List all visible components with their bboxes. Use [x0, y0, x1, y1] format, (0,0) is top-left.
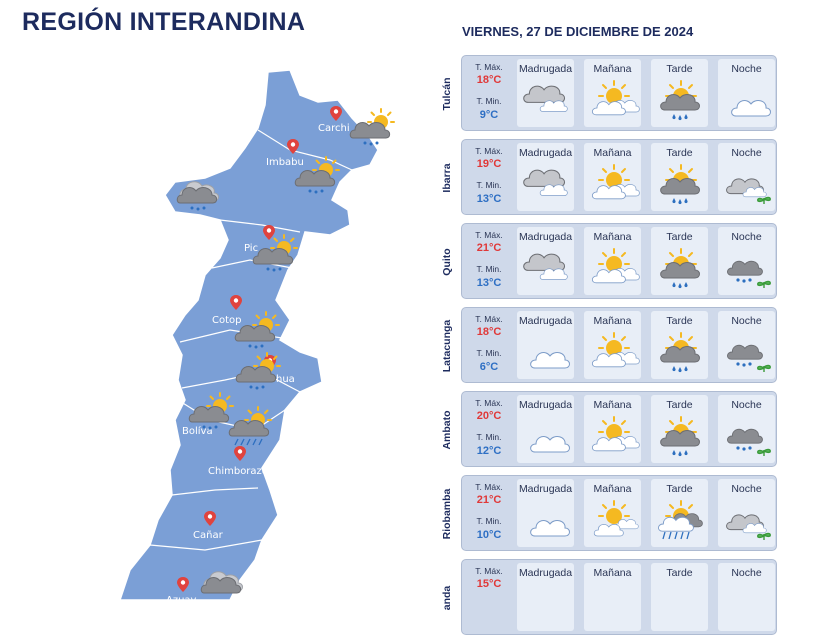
period-panel — [718, 563, 775, 631]
temperature-block — [466, 479, 512, 549]
city-name — [437, 223, 457, 301]
temperature-block — [466, 395, 512, 465]
period-label: Mañana — [593, 63, 632, 75]
period-label: Noche — [731, 399, 762, 411]
map-label-bolivar: Bolíva — [182, 426, 213, 437]
forecast-row — [437, 559, 777, 637]
period-panel — [651, 143, 708, 211]
forecast-card — [461, 139, 777, 215]
sun-rain-cloud-icon — [655, 246, 705, 290]
forecast-card — [461, 559, 777, 635]
moon-rain-plant-icon — [722, 414, 772, 458]
period-label: Noche — [731, 567, 762, 579]
period-label: Noche — [731, 315, 762, 327]
period-label: Madrugada — [518, 147, 573, 159]
sun-rain-cloud-icon — [655, 162, 705, 206]
forecast-card — [461, 223, 777, 299]
city-name — [437, 139, 457, 217]
city-name-label: anda — [441, 585, 453, 611]
map-label-cotopaxi: Cotop — [212, 315, 242, 326]
period-label: Tarde — [666, 147, 693, 159]
forecast-row — [437, 139, 777, 217]
map-label-canar: Cañar — [193, 530, 223, 541]
city-name — [437, 55, 457, 133]
period-label: Madrugada — [518, 63, 573, 75]
period-panel — [718, 227, 775, 295]
tmax-value: 18°C — [476, 74, 502, 86]
tmax-label: T. Máx. — [475, 566, 503, 576]
period-label: Mañana — [593, 315, 632, 327]
partly-sunny-icon — [588, 78, 638, 122]
weather-icon — [588, 582, 638, 626]
map-label-chimborazo: Chimborazo — [208, 466, 268, 477]
city-name — [437, 475, 457, 553]
tmax-value: 21°C — [476, 242, 502, 254]
map-label-tungurahua: hua — [276, 374, 295, 385]
tmax-label: T. Máx. — [475, 146, 503, 156]
sun-rain-cloud-icon — [655, 78, 705, 122]
period-label: Madrugada — [518, 231, 573, 243]
forecast-row — [437, 391, 777, 469]
period-label: Noche — [731, 63, 762, 75]
cloudy-icon — [521, 246, 571, 290]
map-label-carchi: Carchi — [318, 123, 350, 134]
moon-cloud-icon — [521, 498, 571, 542]
period-panel — [718, 59, 775, 127]
period-panel — [517, 311, 574, 379]
city-name-label: Latacunga — [441, 319, 453, 373]
forecast-card — [461, 475, 777, 551]
period-panel — [517, 479, 574, 547]
period-label: Mañana — [593, 567, 632, 579]
forecast-row — [437, 307, 777, 385]
tmax-value: 19°C — [476, 158, 502, 170]
weather-icon — [722, 582, 772, 626]
period-label: Madrugada — [518, 399, 573, 411]
period-panel — [517, 227, 574, 295]
sun-rain-cloud-icon — [655, 414, 705, 458]
city-name-label: Ambato — [441, 410, 453, 450]
period-panel — [718, 311, 775, 379]
tmin-value: 6°C — [479, 361, 499, 373]
moon-cloud-plant-icon — [722, 498, 772, 542]
temperature-block — [466, 59, 512, 129]
forecast-row — [437, 223, 777, 301]
cloudy-icon — [521, 78, 571, 122]
period-label: Madrugada — [518, 315, 573, 327]
sun-rain-cloud-icon — [655, 330, 705, 374]
partly-sunny-icon — [588, 246, 638, 290]
period-label: Tarde — [666, 315, 693, 327]
city-name — [437, 559, 457, 637]
temperature-block — [466, 311, 512, 381]
period-label: Mañana — [593, 147, 632, 159]
period-label: Madrugada — [518, 483, 573, 495]
period-label: Tarde — [666, 567, 693, 579]
moon-rain-plant-icon — [722, 246, 772, 290]
period-panel — [651, 563, 708, 631]
period-panel — [584, 143, 641, 211]
city-name-label: Ibarra — [441, 163, 453, 193]
period-panel — [718, 395, 775, 463]
forecast-card — [461, 391, 777, 467]
period-panel — [517, 143, 574, 211]
tmin-value: 9°C — [479, 109, 499, 121]
tmax-label: T. Máx. — [475, 230, 503, 240]
period-panel — [517, 563, 574, 631]
period-label: Mañana — [593, 399, 632, 411]
period-label: Noche — [731, 231, 762, 243]
period-label: Madrugada — [518, 567, 573, 579]
forecast-date: VIERNES, 27 DE DICIEMBRE DE 2024 — [462, 24, 694, 39]
period-label: Mañana — [593, 231, 632, 243]
tmin-label: T. Min. — [476, 264, 502, 274]
period-label: Noche — [731, 147, 762, 159]
weather-icon — [521, 582, 571, 626]
period-label: Tarde — [666, 231, 693, 243]
city-name — [437, 391, 457, 469]
moon-rain-plant-icon — [722, 330, 772, 374]
tmin-value: 10°C — [476, 529, 502, 541]
map-label-imbabura: Imbabu — [266, 157, 304, 168]
period-label: Tarde — [666, 483, 693, 495]
tmax-label: T. Máx. — [475, 398, 503, 408]
partly-sunny-icon — [588, 330, 638, 374]
page-title: REGIÓN INTERANDINA — [22, 8, 306, 36]
period-panel — [651, 479, 708, 547]
map-label-azuay: Azuay — [166, 595, 197, 606]
period-panel — [584, 59, 641, 127]
period-panel — [651, 59, 708, 127]
period-label: Tarde — [666, 63, 693, 75]
temperature-block — [466, 143, 512, 213]
period-panel — [651, 227, 708, 295]
tmin-value: 13°C — [476, 277, 502, 289]
storm-rain-icon — [655, 498, 705, 542]
temperature-block — [466, 227, 512, 297]
moon-cloud-icon — [521, 330, 571, 374]
cloudy-icon — [521, 162, 571, 206]
period-panel — [584, 227, 641, 295]
period-panel — [584, 311, 641, 379]
city-name — [437, 307, 457, 385]
tmax-label: T. Máx. — [475, 314, 503, 324]
temperature-block — [466, 563, 512, 633]
tmax-value: 18°C — [476, 326, 502, 338]
period-panel — [651, 395, 708, 463]
partly-sunny-icon — [588, 162, 638, 206]
tmax-label: T. Máx. — [475, 482, 503, 492]
forecast-row — [437, 55, 777, 133]
tmin-label: T. Min. — [476, 180, 502, 190]
period-panel — [718, 479, 775, 547]
period-label: Tarde — [666, 399, 693, 411]
sun-small-cloud-icon — [588, 498, 638, 542]
tmin-value: 12°C — [476, 445, 502, 457]
moon-cloud-icon — [722, 78, 772, 122]
tmin-label: T. Min. — [476, 432, 502, 442]
forecast-card — [461, 307, 777, 383]
forecast-card — [461, 55, 777, 131]
city-name-label: Riobamba — [441, 488, 453, 540]
period-label: Mañana — [593, 483, 632, 495]
moon-cloud-icon — [521, 414, 571, 458]
tmin-label: T. Min. — [476, 348, 502, 358]
tmax-value: 20°C — [476, 410, 502, 422]
period-panel — [584, 479, 641, 547]
tmax-label: T. Máx. — [475, 62, 503, 72]
moon-cloud-plant-icon — [722, 162, 772, 206]
period-panel — [584, 563, 641, 631]
period-panel — [584, 395, 641, 463]
period-panel — [651, 311, 708, 379]
period-label: Noche — [731, 483, 762, 495]
tmin-label: T. Min. — [476, 516, 502, 526]
period-panel — [718, 143, 775, 211]
tmax-value: 15°C — [476, 578, 502, 590]
tmin-label: T. Min. — [476, 96, 502, 106]
partly-sunny-icon — [588, 414, 638, 458]
weather-icon — [655, 582, 705, 626]
tmax-value: 21°C — [476, 494, 502, 506]
city-name-label: Quito — [441, 248, 453, 276]
forecast-row — [437, 475, 777, 553]
tmin-value: 13°C — [476, 193, 502, 205]
period-panel — [517, 395, 574, 463]
map-label-pichincha: Pic — [244, 243, 259, 254]
city-name-label: Tulcán — [441, 77, 453, 111]
period-panel — [517, 59, 574, 127]
